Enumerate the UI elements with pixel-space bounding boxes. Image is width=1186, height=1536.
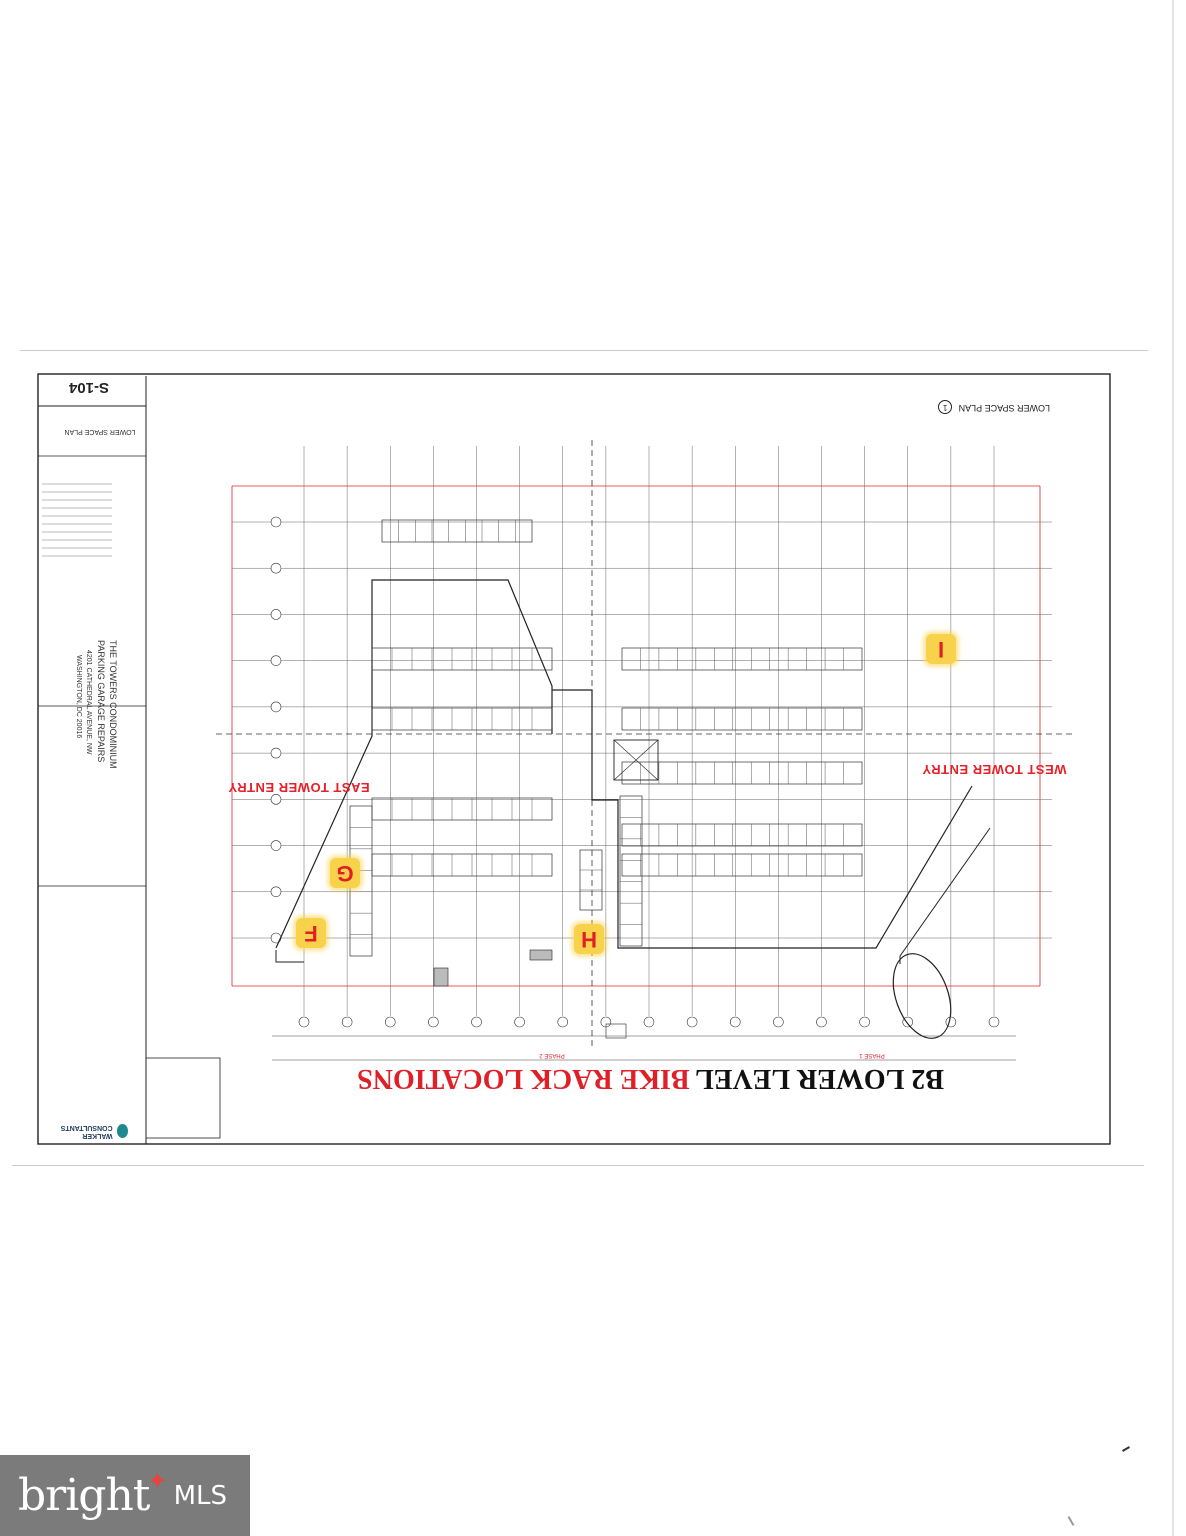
grid-row-bubble <box>271 563 281 573</box>
firm-logo-icon <box>117 1124 128 1138</box>
circled-rack-area <box>883 946 962 1046</box>
grid-column-bubble <box>558 1017 568 1027</box>
bike-rack-marker-i: I <box>926 634 956 664</box>
grid-column-bubble <box>515 1017 525 1027</box>
stall-band <box>620 796 642 946</box>
stall-band <box>382 520 532 542</box>
floor-plan-drawing <box>36 372 1112 1146</box>
sheet-border <box>38 374 1110 1144</box>
stall-band <box>372 708 552 730</box>
stall-band <box>622 824 862 846</box>
brightmls-watermark <box>0 1455 250 1536</box>
phase-label: PHASE 1 <box>859 1052 885 1058</box>
scan-edge <box>1172 0 1174 1536</box>
east-tower-entry-label: EAST TOWER ENTRY <box>228 780 370 795</box>
grid-row-bubble <box>271 841 281 851</box>
grid-row-bubble <box>271 748 281 758</box>
ramp-outline <box>276 950 304 962</box>
stair-core <box>434 968 448 986</box>
stall-band <box>622 854 862 876</box>
stamp-box <box>146 1058 220 1138</box>
firm-logo <box>44 1118 128 1144</box>
grid-column-bubble <box>385 1017 395 1027</box>
stall-band <box>372 854 552 876</box>
sheet-plan-name: LOWER SPACE PLAN <box>64 428 136 435</box>
grid-column-bubble <box>946 1017 956 1027</box>
star-icon: ✦ <box>147 1468 168 1495</box>
bike-rack-marker-h: H <box>574 924 604 954</box>
grid-column-bubble <box>299 1017 309 1027</box>
sheet-edge-top <box>20 350 1148 351</box>
scan-mark <box>1068 1516 1075 1526</box>
scan-mark <box>1122 1446 1130 1452</box>
grid-row-bubble <box>271 656 281 666</box>
firm-name: WALKER CONSULTANTS <box>60 1124 113 1139</box>
sheet-edge-bottom <box>12 1165 1144 1166</box>
watermark-mls: MLS <box>173 1480 227 1511</box>
stall-band <box>622 648 862 670</box>
grid-column-bubble <box>860 1017 870 1027</box>
bike-rack-marker-g: G <box>330 858 360 888</box>
grid-column-bubble <box>644 1017 654 1027</box>
project-name-line2: PARKING GARAGE REPAIRS <box>96 640 106 763</box>
drawing-sheet <box>36 372 1112 1146</box>
plan-caption <box>930 400 1050 414</box>
grid-column-bubble <box>342 1017 352 1027</box>
phase-label: PHASE 2 <box>539 1052 565 1058</box>
title-level: B2 LOWER LEVEL <box>689 1063 944 1094</box>
stair-core <box>530 950 552 960</box>
watermark-brand: bright <box>18 1470 150 1521</box>
grid-column-bubble <box>773 1017 783 1027</box>
project-address-line1: 4201 CATHEDRAL AVENUE, NW <box>85 650 92 755</box>
grid-column-bubble <box>428 1017 438 1027</box>
grid-column-bubble <box>730 1017 740 1027</box>
sheet-number: S-104 <box>68 379 110 396</box>
project-address-line2: WASHINGTON, DC 20016 <box>75 655 82 739</box>
title-bike-racks: BIKE RACK LOCATIONS <box>357 1063 690 1094</box>
project-name-line1: THE TOWERS CONDOMINIUM <box>108 640 118 769</box>
page-title <box>357 1058 944 1098</box>
stall-band <box>372 648 552 670</box>
grid-column-bubble <box>472 1017 482 1027</box>
bike-rack-marker-f: F <box>296 918 326 948</box>
stall-band <box>622 708 862 730</box>
garage-outline <box>276 580 972 948</box>
stall-band <box>580 850 602 910</box>
grid-row-bubble <box>271 609 281 619</box>
grid-row-bubble <box>271 794 281 804</box>
ramp-outline <box>900 828 990 964</box>
grid-row-bubble <box>271 702 281 712</box>
grid-row-bubble <box>271 517 281 527</box>
grid-column-bubble <box>989 1017 999 1027</box>
grid-column-bubble <box>817 1017 827 1027</box>
stall-band <box>372 798 552 820</box>
grid-column-bubble <box>687 1017 697 1027</box>
grid-row-bubble <box>271 887 281 897</box>
west-tower-entry-label: WEST TOWER ENTRY <box>922 762 1067 777</box>
plan-caption-number: 1 <box>938 400 952 414</box>
plan-caption-text: LOWER SPACE PLAN <box>958 403 1050 413</box>
